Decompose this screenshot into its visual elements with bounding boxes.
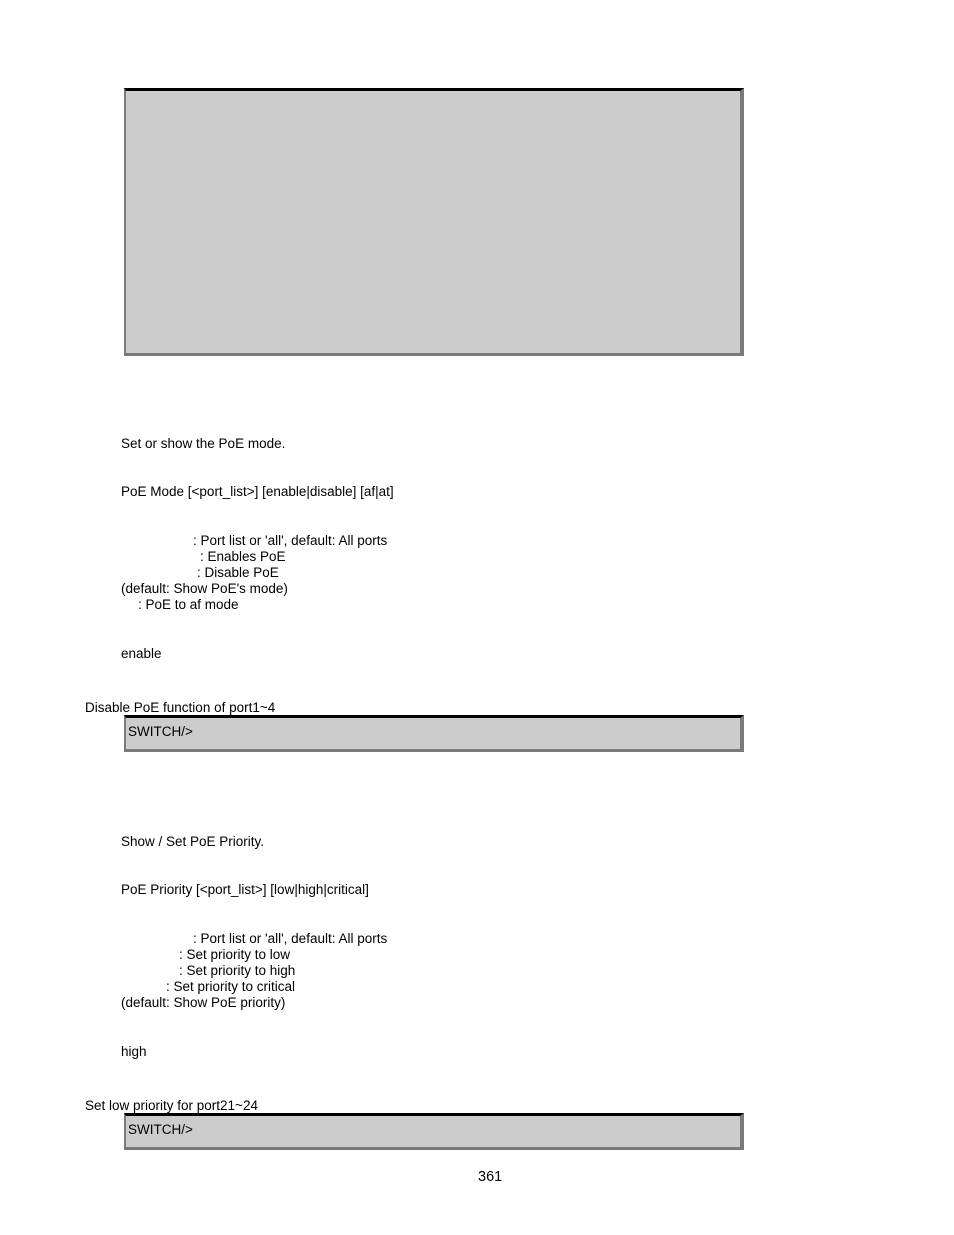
poe-mode-param-disable: : Disable PoE [197,565,279,580]
poe-mode-example-caption: Disable PoE function of port1~4 [85,700,276,715]
poe-mode-param-enable: : Enables PoE [200,549,286,564]
poe-mode-syntax: PoE Mode [<port_list>] [enable|disable] [af|at] [121,484,394,499]
page-number: 361 [478,1169,503,1185]
poe-priority-param-port-list: : Port list or 'all', default: All ports [193,931,388,946]
code-box-top [124,88,744,356]
poe-priority-example-prompt: SWITCH/> [128,1122,193,1137]
poe-mode-example-prompt: SWITCH/> [128,724,193,739]
poe-priority-syntax: PoE Priority [<port_list>] [low|high|critical] [121,882,369,897]
poe-priority-default-value: high [121,1044,147,1059]
poe-mode-param-port-list: : Port list or 'all', default: All ports [193,533,388,548]
poe-priority-description: Show / Set PoE Priority. [121,834,265,849]
poe-mode-description: Set or show the PoE mode. [121,436,286,451]
poe-mode-param-af: : PoE to af mode [138,597,239,612]
poe-mode-example-box [124,715,744,752]
poe-priority-param-low: : Set priority to low [179,947,291,962]
poe-priority-param-default: (default: Show PoE priority) [121,995,286,1010]
poe-priority-example-caption: Set low priority for port21~24 [85,1098,258,1113]
poe-mode-default-value: enable [121,646,162,661]
poe-mode-param-default: (default: Show PoE's mode) [121,581,288,596]
poe-priority-example-box [124,1113,744,1150]
poe-priority-param-critical: : Set priority to critical [166,979,296,994]
poe-priority-param-high: : Set priority to high [179,963,296,978]
